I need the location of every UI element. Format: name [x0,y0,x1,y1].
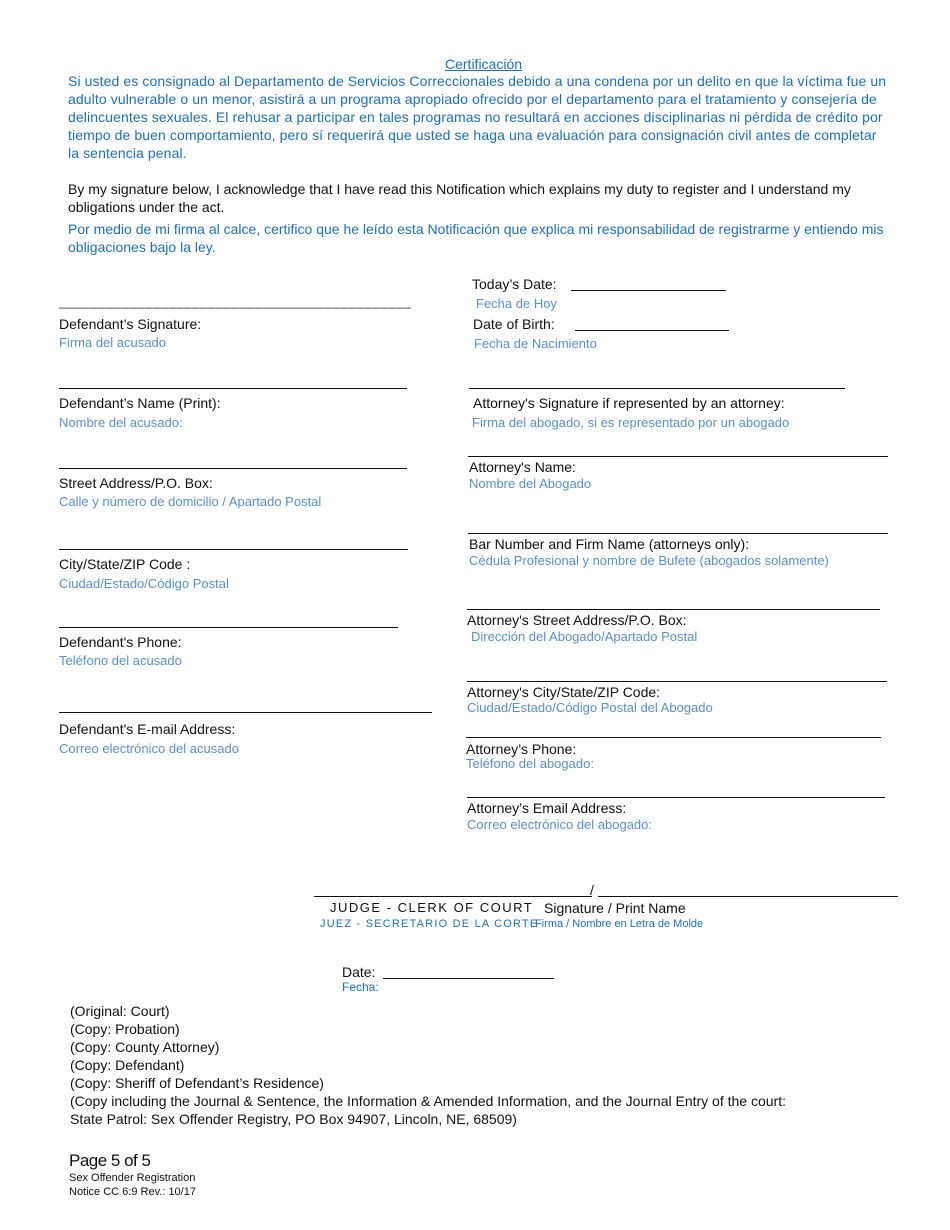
attorney-address-label: Attorney's Street Address/P.O. Box: [467,612,687,628]
defendant-email-sub: Correo electrónico del acusado [59,741,239,756]
attorney-signature-sub: Firma del abogado, si es representado por un abogado [472,415,790,430]
judge-date-label: Date: [342,964,376,980]
judge-signature-line[interactable] [314,896,592,897]
copy-line: (Copy: Defendant) [70,1057,185,1073]
copy-line: (Copy: Probation) [70,1021,180,1037]
defendant-email-label: Defendant's E-mail Address: [59,721,236,737]
judge-signature-slash: / [590,882,594,898]
attorney-city-line[interactable] [467,681,887,682]
judge-signature-label-en: Signature / Print Name [544,900,686,916]
defendant-city-sub: Ciudad/Estado/Código Postal [59,576,229,591]
copy-line: (Original: Court) [70,1003,170,1019]
judge-date-sub: Fecha: [342,980,379,994]
copy-line: (Copy: County Attorney) [70,1039,220,1055]
attorney-email-line[interactable] [467,797,885,798]
attorney-city-label: Attorney's City/State/ZIP Code: [467,684,661,700]
attorney-phone-line[interactable] [466,737,881,738]
attorney-phone-label: Attorney’s Phone: [466,741,577,757]
defendant-signature-label: Defendant’s Signature: [59,316,202,332]
page-number: Page 5 of 5 [69,1151,151,1170]
acknowledgement-english: By my signature below, I acknowledge that I have read this Notification which explains my duty to register and I understand my obligations under the act. [68,181,851,215]
judge-signature-label-es: Firma / Nombre en Letra de Molde [535,918,704,930]
attorney-signature-line[interactable] [469,388,845,389]
date-of-birth-label: Date of Birth: [473,316,555,332]
todays-date-line[interactable] [571,290,726,291]
attorney-email-sub: Correo electrónico del abogado: [467,817,653,832]
defendant-phone-line[interactable] [59,627,398,628]
bar-number-line[interactable] [468,533,888,534]
form-name: Sex Offender Registration [69,1172,196,1184]
todays-date-label: Today’s Date: [472,276,557,292]
attorney-city-sub: Ciudad/Estado/Código Postal del Abogado [467,700,713,715]
date-of-birth-sub: Fecha de Nacimiento [474,336,597,351]
attorney-signature-label: Attorney's Signature if represented by an attorney: [473,395,785,411]
copy-line: (Copy: Sheriff of Defendant’s Residence) [70,1075,324,1091]
judge-date-line[interactable] [383,978,554,979]
form-id: Notice CC 6:9 Rev.: 10/17 [69,1186,196,1198]
attorney-email-label: Attorney’s Email Address: [467,800,627,816]
defendant-address-line[interactable] [59,468,407,469]
defendant-signature-sub: Firma del acusado [59,335,166,350]
copies-list [70,1002,786,1128]
attorney-name-sub: Nombre del Abogado [469,476,592,491]
judge-title-en: JUDGE - CLERK OF COURT [330,900,534,915]
defendant-address-sub: Calle y número de domicilio / Apartado Postal [59,494,322,509]
copy-line: (Copy including the Journal & Sentence, the Information & Amended Information, and the Journal Entry of the court: [70,1093,786,1109]
defendant-email-line[interactable] [59,712,432,713]
date-of-birth-line[interactable] [575,330,729,331]
attorney-phone-sub: Teléfono del abogado: [466,756,594,771]
defendant-name-sub: Nombre del acusado: [59,415,183,430]
defendant-signature-line[interactable]: _____________________________________________ [59,294,412,309]
bar-number-sub: Cédula Profesional y nombre de Bufete (abogados solamente) [469,553,829,568]
attorney-name-line[interactable] [468,456,888,457]
judge-print-name-line[interactable] [598,896,898,897]
acknowledgement-spanish: Por medio de mi firma al calce, certifico que he leído esta Notificación que explica mi responsabilidad de registrarme y entiendo mis obligaciones bajo la ley. [68,221,884,255]
attorney-name-label: Attorney's Name: [469,459,576,475]
copy-line: State Patrol: Sex Offender Registry, PO Box 94907, Lincoln, NE, 68509) [70,1111,517,1127]
defendant-phone-sub: Teléfono del acusado [59,653,182,668]
attorney-address-line[interactable] [467,609,880,610]
attorney-address-sub: Dirección del Abogado/Apartado Postal [471,629,698,644]
bar-number-label: Bar Number and Firm Name (attorneys only): [469,536,750,552]
defendant-name-line[interactable] [59,388,407,389]
defendant-city-label: City/State/ZIP Code : [59,556,191,572]
certification-body: Si usted es consignado al Departamento de Servicios Correccionales debido a una condena por un delito en que la víctima fue un adulto vulnerable o un menor, asistirá a un programa apropiado ofrecido por el departamento para el tratamiento y consejería de delincuentes sexuales. El rehusar a participar en tales programas no resultará en acciones disciplinarias ni pérdida de crédito por tiempo de buen comportamiento, pero sí requerirá que usted se haga una evaluación para consignación civil antes de completar la sentencia penal. [68,73,887,161]
defendant-address-label: Street Address/P.O. Box: [59,475,213,491]
defendant-phone-label: Defendant's Phone: [59,634,182,650]
defendant-name-label: Defendant’s Name (Print): [59,395,221,411]
todays-date-sub: Fecha de Hoy [476,296,557,311]
certification-title: Certificación [445,56,523,72]
defendant-city-line[interactable] [59,549,408,550]
judge-title-es: JUEZ - SECRETARIO DE LA CORTE [320,918,539,930]
